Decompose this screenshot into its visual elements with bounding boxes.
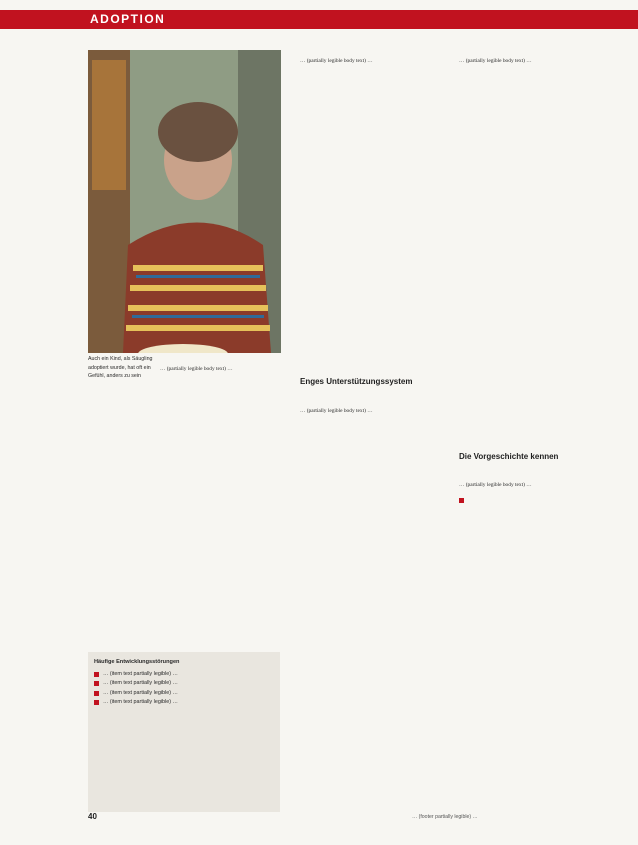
page-number: 40 <box>88 812 97 821</box>
info-box-list <box>94 670 274 707</box>
child-photo-illustration <box>88 50 281 353</box>
end-mark-icon <box>459 498 464 503</box>
list-item: … (item text partially legible) … <box>94 698 274 707</box>
body-column-3b <box>459 472 605 802</box>
child-photo <box>88 50 281 353</box>
body-column-2b <box>300 398 440 798</box>
body-text: … (partially legible body text) … <box>300 57 373 64</box>
body-text: … (partially legible body text) … <box>160 365 233 372</box>
info-box <box>88 652 280 812</box>
list-item: … (item text partially legible) … <box>94 670 274 679</box>
photo-caption: Auch ein Kind, als Säugling adoptiert wurde, hat oft ein Gefühl, anders zu sein <box>88 356 153 380</box>
section-header-bar <box>0 10 638 29</box>
info-box-title: Häufige Entwicklungsstörungen <box>94 659 180 665</box>
list-item: … (item text partially legible) … <box>94 679 274 688</box>
section-title: ADOPTION <box>90 12 166 26</box>
list-item: … (item text partially legible) … <box>94 689 274 698</box>
body-text: … (partially legible body text) … <box>459 57 532 64</box>
body-column-2 <box>300 48 440 382</box>
subheading: Enges Unterstützungssystem <box>300 377 413 386</box>
body-column-3 <box>459 48 605 458</box>
body-text: … (partially legible body text) … <box>459 481 532 488</box>
footer-source: … (footer partially legible) … <box>412 814 478 820</box>
body-column-1 <box>160 356 278 644</box>
body-text: … (partially legible body text) … <box>300 407 373 414</box>
subheading: Die Vorgeschichte kennen <box>459 452 559 461</box>
